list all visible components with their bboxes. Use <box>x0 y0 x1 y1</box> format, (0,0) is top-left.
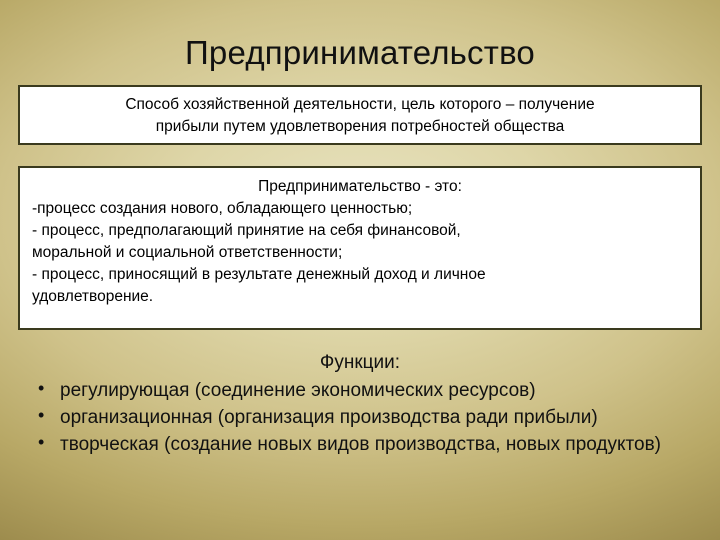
detail-box <box>18 166 702 330</box>
detail-heading: Предпринимательство - это: <box>258 178 462 195</box>
definition-line-2: прибыли путем удовлетворения потребностей общества <box>155 118 565 135</box>
list-item: • регулирующая (соединение экономических ресурсов) <box>38 378 720 403</box>
definition-line-1: Способ хозяйственной деятельности, цель которого – получение <box>125 96 595 113</box>
detail-line-2: - процесс, предполагающий принятие на себя финансовой, <box>32 222 461 239</box>
detail-line-5: удовлетворение. <box>32 288 154 305</box>
detail-line-4: - процесс, приносящий в результате денежный доход и личное <box>32 266 486 283</box>
definition-box <box>18 85 702 145</box>
detail-line-3: моральной и социальной ответственности; <box>32 244 343 261</box>
list-item: • организационная (организация производства ради прибыли) <box>38 405 720 430</box>
detail-line-1: -процесс создания нового, обладающего ценностью; <box>32 200 413 217</box>
page-title: Предпринимательство <box>185 34 535 71</box>
functions-heading: Функции: <box>319 352 401 373</box>
functions-list <box>16 378 720 459</box>
list-item: • творческая (создание новых видов производства, новых продуктов) <box>38 432 720 457</box>
